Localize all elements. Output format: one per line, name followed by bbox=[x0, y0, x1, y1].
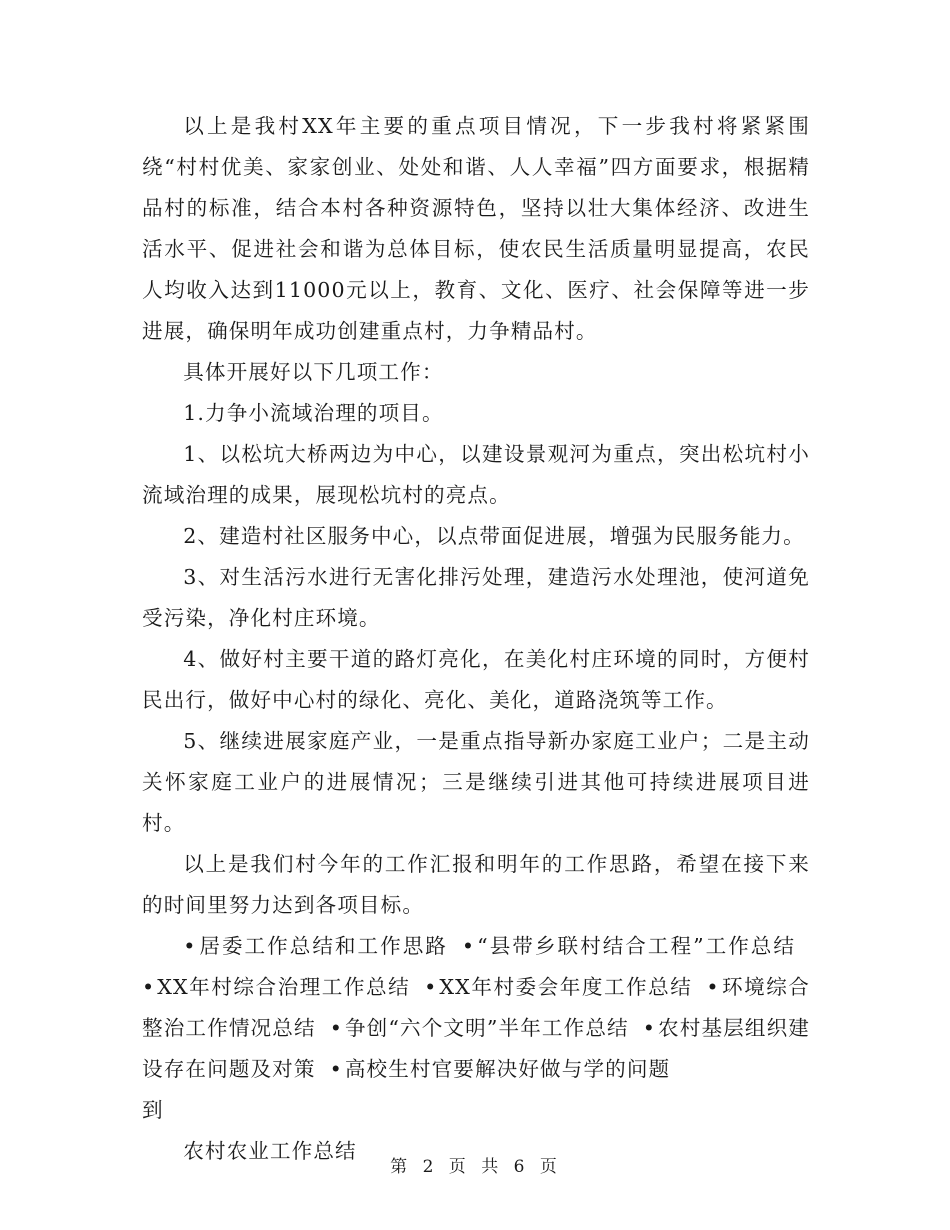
bullet-icon: • bbox=[329, 1016, 343, 1040]
related-link-label: XX年村委会年度工作总结 bbox=[439, 975, 693, 999]
related-link-label: 居委工作总结和工作思路 bbox=[198, 934, 448, 958]
paragraph-conclusion: 以上是我们村今年的工作汇报和明年的工作思路，希望在接下来的时间里努力达到各项目标。 bbox=[142, 852, 810, 917]
related-link[interactable] bbox=[330, 1057, 671, 1081]
paragraph-item-1: 1、以松坑大桥两边为中心，以建设景观河为重点，突出松坑村小流域治理的成果，展现松坑村的亮点。 bbox=[142, 442, 810, 507]
related-link-label: 高校生村官要解决好做与学的问题 bbox=[344, 1057, 671, 1081]
related-link-label: 争创“六个文明”半年工作总结 bbox=[344, 1016, 629, 1040]
bullet-icon: • bbox=[461, 934, 476, 958]
related-link[interactable] bbox=[330, 1016, 629, 1040]
related-link[interactable] bbox=[183, 934, 448, 958]
bullet-icon: • bbox=[142, 975, 156, 999]
related-link-label: 环境综合整治工作情况总结 bbox=[142, 975, 810, 1040]
bullet-icon: • bbox=[706, 975, 720, 999]
paragraph-item-5: 5、继续进展家庭产业，一是重点指导新办家庭工业户；二是主动关怀家庭工业户的进展情况；三是继续引进其他可持续进展项目进村。 bbox=[142, 729, 810, 835]
related-link[interactable] bbox=[142, 975, 410, 999]
bullet-icon: • bbox=[183, 934, 197, 958]
related-links bbox=[142, 926, 810, 1090]
paragraph-item-4: 4、做好村主要干道的路灯亮化，在美化村庄环境的同时，方便村民出行，做好中心村的绿化、亮化、美化，道路浇筑等工作。 bbox=[142, 647, 810, 712]
paragraph-item-heading: 1.力争小流域治理的项目。 bbox=[183, 401, 444, 425]
related-link-label: “县带乡联村结合工程”工作总结 bbox=[477, 934, 796, 958]
paragraph-tasks-heading: 具体开展好以下几项工作： bbox=[183, 360, 444, 384]
bullet-icon: • bbox=[424, 975, 438, 999]
paragraph-intro: 以上是我村XX年主要的重点项目情况，下一步我村将紧紧围绕“村村优美、家家创业、处处和谐、人人幸福”四方面要求，根据精品村的标准，结合本村各种资源特色，坚持以壮大集体经济、改进生活水平、促进社会和谐为总体目标，使农民生活质量明显提高，农民人均收入达到11000元以上，教育、文化、医疗、社会保障等进一步进展，确保明年成功创建重点村，力争精品村。 bbox=[142, 114, 810, 343]
bullet-icon: • bbox=[642, 1016, 657, 1040]
related-link-label: XX年村综合治理工作总结 bbox=[157, 975, 411, 999]
page-number-footer: 第 2 页 共 6 页 bbox=[390, 1157, 560, 1177]
bullet-icon: • bbox=[329, 1057, 343, 1081]
paragraph-item-2: 2、建造村社区服务中心，以点带面促进展，增强为民服务能力。 bbox=[183, 524, 805, 548]
related-link[interactable] bbox=[462, 934, 796, 958]
related-link[interactable] bbox=[424, 975, 692, 999]
related-link-label: 农村基层组织建设存在问题及对策 bbox=[142, 1016, 810, 1081]
paragraph-item-3: 3、对生活污水进行无害化排污处理，建造污水处理池，使河道免受污染，净化村庄环境。 bbox=[142, 565, 810, 630]
closing-title: 农村农业工作总结 bbox=[183, 1139, 357, 1163]
trailing-char: 到 bbox=[142, 1098, 164, 1122]
document-body bbox=[142, 106, 810, 1172]
